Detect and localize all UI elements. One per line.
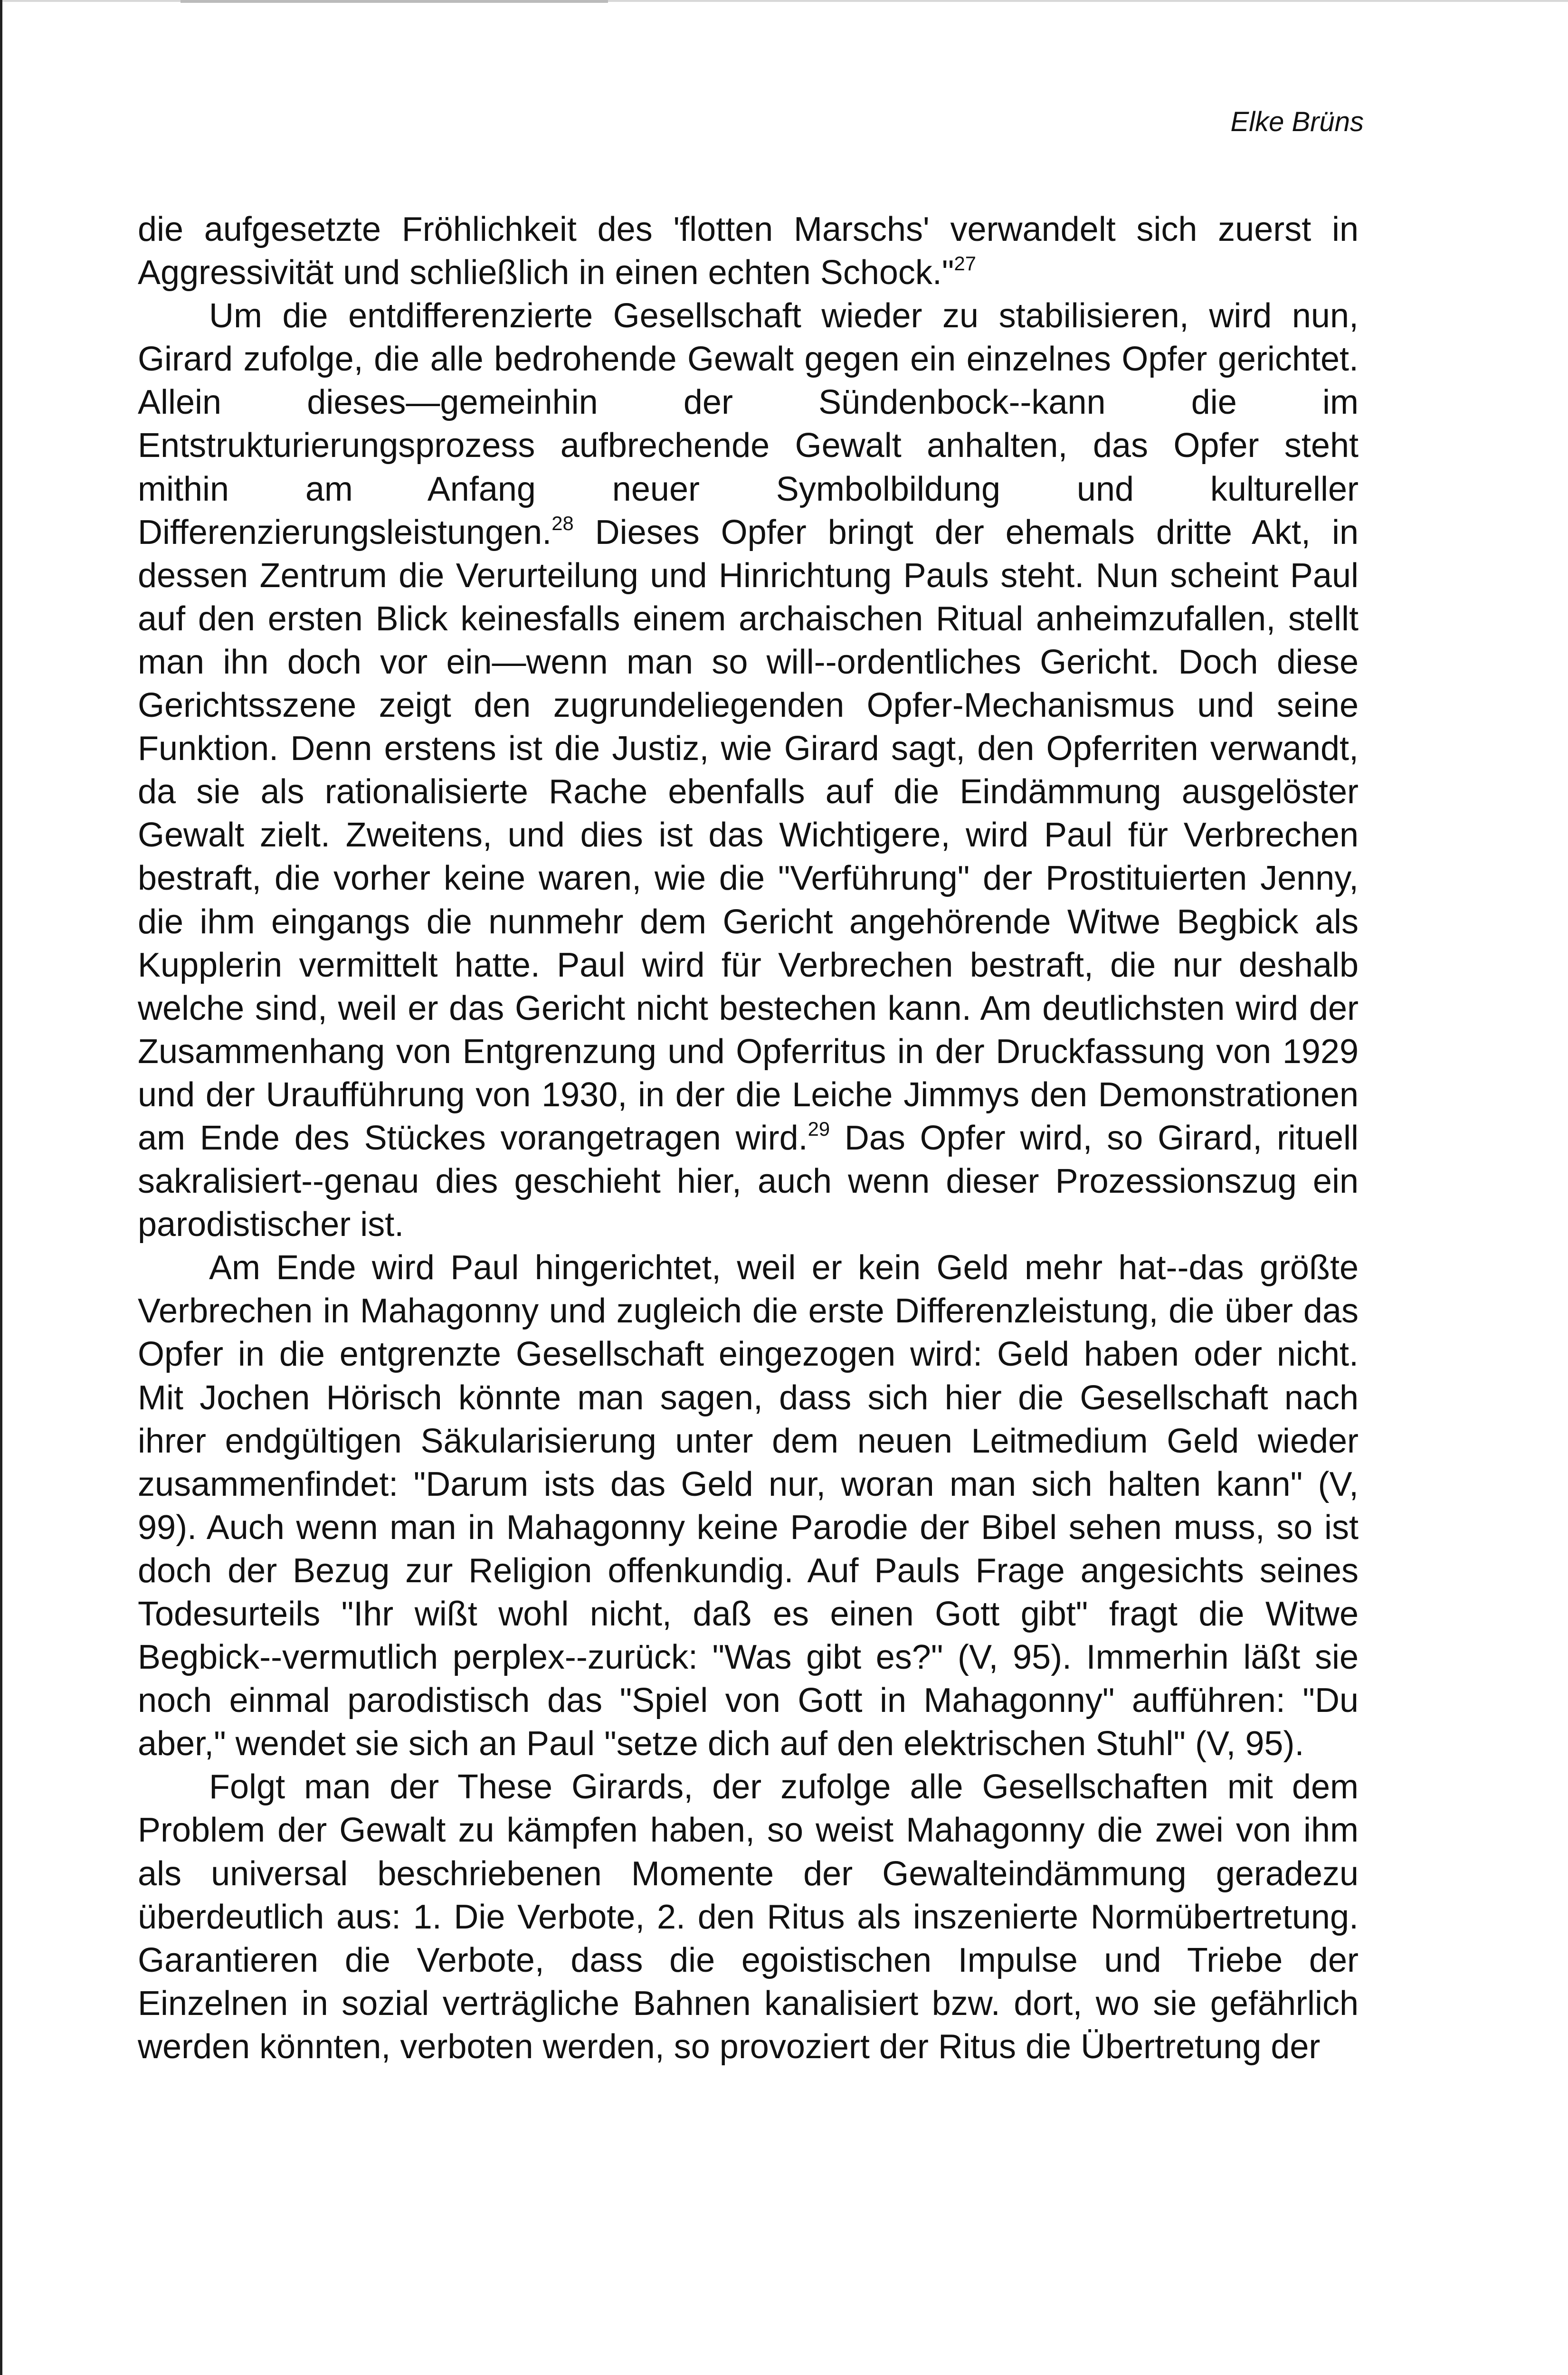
footnote-ref-28: 28 — [551, 512, 574, 534]
paragraph-1 — [138, 208, 1359, 294]
paragraph-4 — [138, 1766, 1359, 2069]
footnote-ref-29: 29 — [808, 1117, 830, 1140]
paragraph-3 — [138, 1246, 1359, 1766]
scan-left-edge — [0, 0, 2, 2375]
paragraph-text: Folgt man der These Girards, der zufolge alle Gesellschaften mit dem Problem der Gewalt zu kämpfen haben, so weist Mahagonny die zwei von ihm als universal beschriebenen Momente der Gewalteindämmung geradezu überdeutlich aus: 1. Die Verbote, 2. den Ritus als inszenierte Normübertretung. Garantieren die Verbote, dass die egoistischen Impulse und Triebe der Einzelnen in sozial verträgliche Bahnen kanalisiert bzw. dort, wo sie gefährlich werden könnten, verboten werden, so provoziert der Ritus die Übertretung der — [138, 1768, 1359, 2066]
paragraph-text: Um die entdifferenzierte Gesellschaft wieder zu stabilisieren, wird nun, Girard zufolge, die alle bedrohende Gewalt gegen ein einzelnes Opfer gerichtet. Allein dieses—gemeinhin der Sündenbock--kann die im Entstrukturierungsprozess aufbrechende Gewalt anhalten, das Opfer steht mithin am Anfang neuer Symbolbildung und kultureller Differenzierungsleistungen. — [138, 297, 1359, 551]
scan-top-mark — [181, 0, 608, 3]
body-text — [138, 208, 1359, 2069]
running-head: Elke Brüns — [1230, 106, 1364, 137]
paragraph-2 — [138, 294, 1359, 1246]
paragraph-text: die aufgesetzte Fröhlichkeit des 'flotten Marschs' verwandelt sich zuerst in Aggressivität und schließlich in einen echten Schock." — [138, 210, 1359, 292]
paragraph-text: Am Ende wird Paul hingerichtet, weil er kein Geld mehr hat--das größte Verbrechen in Mahagonny und zugleich die erste Differenzleistung, die über das Opfer in die entgrenzte Gesellschaft eingezogen wird: Geld haben oder nicht. Mit Jochen Hörisch könnte man sagen, dass sich hier die Gesellschaft nach ihrer endgültigen Säkularisierung unter dem neuen Leitmedium Geld wieder zusammenfindet: "Darum ists das Geld nur, woran man sich halten kann" (V, 99). Auch wenn man in Mahagonny keine Parodie der Bibel sehen muss, so ist doch der Bezug zur Religion offenkundig. Auf Pauls Frage angesichts seines Todesurteils "Ihr wißt wohl nicht, daß es einen Gott gibt" fragt die Witwe Begbick--vermutlich perplex--zurück: "Was gibt es?" (V, 95). Immerhin läßt sie noch einmal parodistisch das "Spiel von Gott in Mahagonny" aufführen: "Du aber," wendet sie sich an Paul "setze dich auf den elektrischen Stuhl" (V, 95). — [138, 1249, 1359, 1763]
paragraph-text: Dieses Opfer bringt der ehemals dritte Akt, in dessen Zentrum die Verurteilung und Hinrichtung Pauls steht. Nun scheint Paul auf den ersten Blick keinesfalls einem archaischen Ritual anheimzufallen, stellt man ihn doch vor ein—wenn man so will--ordentliches Gericht. Doch diese Gerichtsszene zeigt den zugrundeliegenden Opfer-Mechanismus und seine Funktion. Denn erstens ist die Justiz, wie Girard sagt, den Opferriten verwandt, da sie als rationalisierte Rache ebenfalls auf die Eindämmung ausgelöster Gewalt zielt. Zweitens, und dies ist das Wichtigere, wird Paul für Verbrechen bestraft, die vorher keine waren, wie die "Verführung" der Prostituierten Jenny, die ihm eingangs die nunmehr dem Gericht angehörende Witwe Begbick als Kupplerin vermittelt hatte. Paul wird für Verbrechen bestraft, die nur deshalb welche sind, weil er das Gericht nicht bestechen kann. Am deutlichsten wird der Zusammenhang von Entgrenzung und Opferritus in der Druckfassung von 1929 und der Uraufführung von 1930, in der die Leiche Jimmys den Demonstrationen am Ende des Stückes vorangetragen wird. — [138, 513, 1359, 1157]
footnote-ref-27: 27 — [954, 252, 976, 275]
paragraph-text: Das Opfer wird, so Girard, rituell sakralisiert--genau dies geschieht hier, auch wenn dieser Prozessionszug ein parodistischer ist. — [138, 1119, 1359, 1244]
